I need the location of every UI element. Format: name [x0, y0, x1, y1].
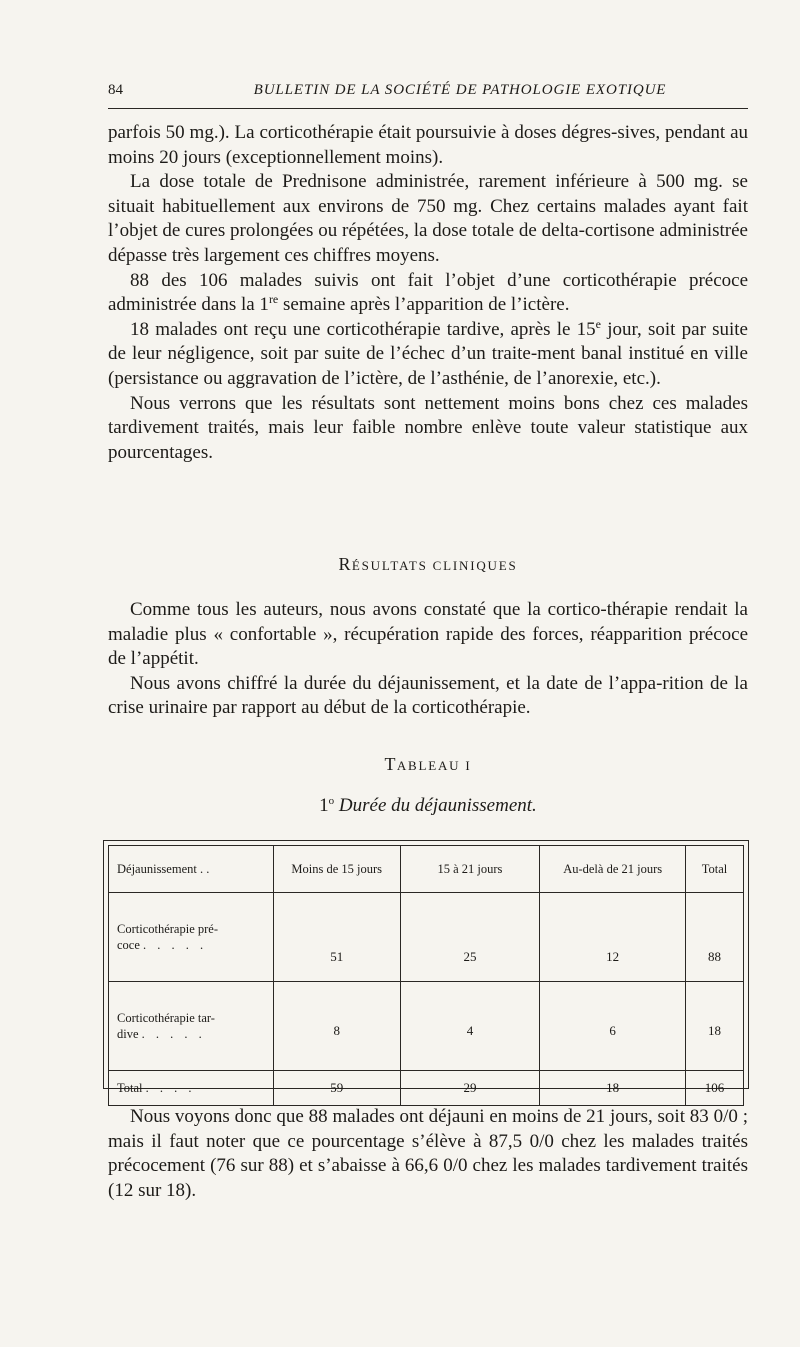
- body-text-after-table: [108, 1105, 748, 1203]
- table-cell: 29: [400, 1071, 540, 1106]
- paragraph: 88 des 106 malades suivis ont fait l’objet d’une corticothérapie précoce administrée dans la 1re semaine après l’apparition de l’ictère.: [108, 269, 748, 316]
- paragraph: La dose totale de Prednisone administrée, rarement inférieure à 500 mg. se situait habituellement aux environs de 750 mg. Chez certains malades ayant fait l’objet de cures prolongées ou répétées, la dose totale de delta-cortisone administrée dépasse très largement ces chiffres moyens.: [108, 171, 748, 266]
- table-cell: 6: [540, 982, 686, 1071]
- header-cell: Total: [686, 846, 744, 893]
- table-title: TABLEAU I: [384, 754, 472, 774]
- body-text-before-results: [108, 121, 748, 465]
- paragraph: parfois 50 mg.). La corticothérapie était poursuivie à doses dégres-sives, pendant au moins 20 jours (exceptionnellement moins).: [108, 122, 748, 168]
- table-cell: 59: [273, 1071, 400, 1106]
- table-cell: 106: [686, 1071, 744, 1106]
- table-subtitle: 1$^o$ Durée du déjaunissement.: [319, 795, 537, 816]
- table-header-row: [109, 846, 744, 893]
- paragraph: Nous verrons que les résultats sont nettement moins bons chez ces malades tardivement traités, mais leur faible nombre enlève toute valeur statistique aux pourcentages.: [108, 392, 748, 463]
- row-label: Total . . . .: [109, 1071, 274, 1106]
- table-cell: 18: [686, 982, 744, 1071]
- table-row: [109, 982, 744, 1071]
- row-label: Corticothérapie pré- coce . . . . .: [109, 893, 274, 982]
- table-cell: 4: [400, 982, 540, 1071]
- paragraph: 18 malades ont reçu une corticothérapie tardive, après le 15e jour, soit par suite de leur négligence, soit par suite de l’échec d’un traite-ment banal institué en ville (persistance ou aggravation de l’ictère, de l’asthénie, de l’anorexie, etc.).: [108, 316, 748, 389]
- paragraph: Nous voyons donc que 88 malades ont déjauni en moins de 21 jours, soit 83 0/0 ; mais il faut noter que ce pourcentage s’élève à 87,5 0/0 chez les malades traités précocement (76 sur 88) et s’abaisse à 66,6 0/0 chez les malades tardivement traités (12 sur 18).: [108, 1106, 748, 1201]
- header-rule: [108, 108, 748, 109]
- header-cell: 15 à 21 jours: [400, 846, 540, 893]
- table-cell: 25: [400, 893, 540, 982]
- table-cell: 51: [273, 893, 400, 982]
- header-cell: Déjaunissement . .: [109, 846, 274, 893]
- table-cell: 8: [273, 982, 400, 1071]
- table-cell: 88: [686, 893, 744, 982]
- header-cell: Au-delà de 21 jours: [540, 846, 686, 893]
- page-number: 84: [108, 82, 123, 98]
- table-total-row: [109, 1071, 744, 1106]
- journal-title: BULLETIN DE LA SOCIÉTÉ DE PATHOLOGIE EXOTIQUE: [253, 82, 667, 98]
- paragraph: Nous avons chiffré la durée du déjaunissement, et la date de l’appa-rition de la crise urinaire par rapport au début de la corticothérapie.: [108, 672, 748, 719]
- paragraph: Comme tous les auteurs, nous avons constaté que la cortico-thérapie rendait la maladie plus « confortable », récupération rapide des forces, réapparition précoce de l’appétit.: [108, 599, 748, 670]
- row-label: Corticothérapie tar- dive . . . . .: [109, 982, 274, 1071]
- section-heading: RÉSULTATS CLINIQUES: [338, 554, 518, 574]
- table-cell: 12: [540, 893, 686, 982]
- table-row: [109, 893, 744, 982]
- body-text-results: [108, 598, 748, 721]
- table-cell: 18: [540, 1071, 686, 1106]
- header-cell: Moins de 15 jours: [273, 846, 400, 893]
- data-table: [108, 845, 744, 1106]
